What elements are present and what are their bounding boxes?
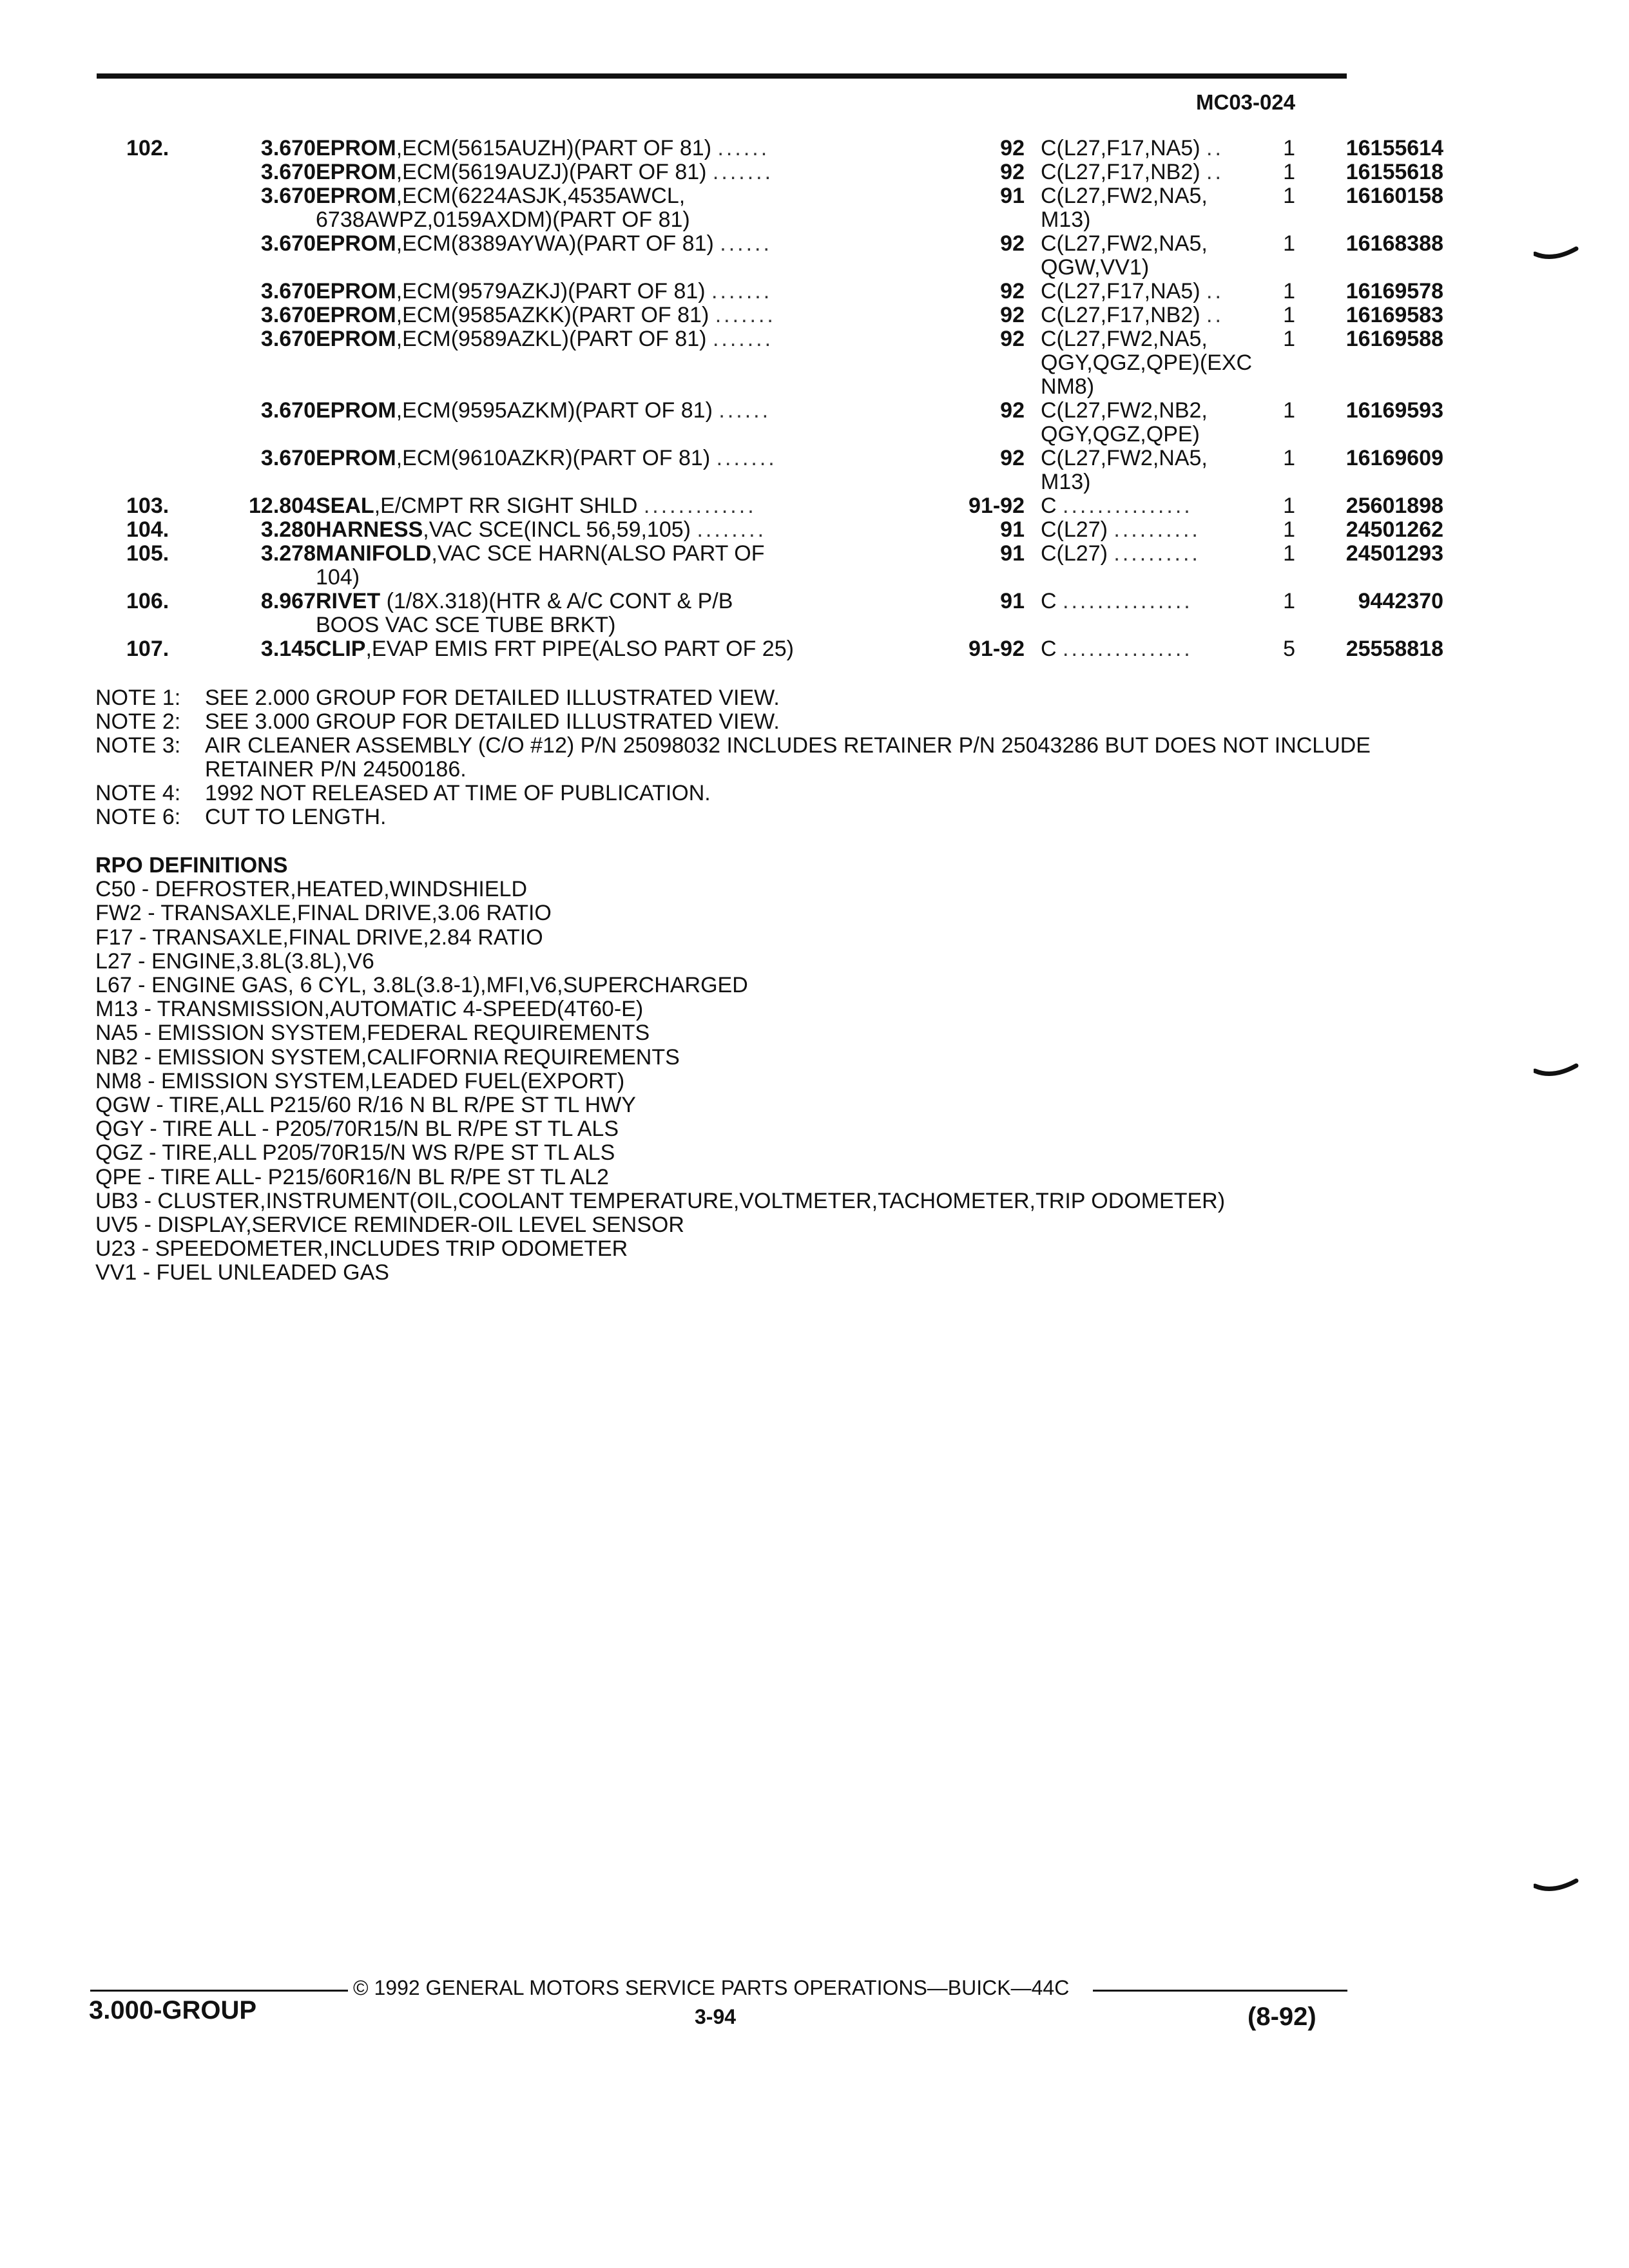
- part-number: 9442370: [1358, 589, 1443, 613]
- part-number: 25558818: [1345, 637, 1443, 661]
- rpo-list: [95, 878, 1416, 1285]
- part-number: 24501262: [1345, 517, 1443, 542]
- footer-rule-right: [1093, 1990, 1347, 1992]
- quantity: 1: [1283, 327, 1295, 351]
- usage-line: C(L27,F17,NB2): [1041, 160, 1200, 184]
- usage-leader-dots: ..: [1206, 160, 1224, 184]
- model-year: 92: [1000, 327, 1025, 351]
- footer-page-number: 3-94: [695, 2005, 737, 2028]
- usage-leader-dots: ..: [1206, 136, 1224, 160]
- group-number: 3.670: [260, 327, 316, 351]
- leader-dots: .......: [711, 279, 773, 303]
- part-description: [316, 184, 918, 232]
- note-label: NOTE 3:: [95, 733, 181, 758]
- usage-line: QGY,QGZ,QPE): [1041, 422, 1200, 447]
- notes-section: [95, 686, 1384, 829]
- quantity: 5: [1283, 637, 1295, 661]
- item-number: 107.: [126, 637, 169, 661]
- leader-dots: .......: [715, 303, 776, 327]
- group-number: 3.670: [260, 303, 316, 327]
- part-number: 24501293: [1345, 541, 1443, 566]
- part-description: [316, 494, 918, 518]
- rpo-definition: QPE - TIRE ALL- P215/60R16/N BL R/PE ST TL AL2: [95, 1164, 609, 1189]
- part-description: [316, 542, 918, 590]
- part-description: [316, 590, 918, 637]
- binder-mark-bottom: [1534, 1872, 1579, 1898]
- description-line: ,ECM(8389AYWA)(PART OF 81): [396, 231, 714, 256]
- rpo-definition: UB3 - CLUSTER,INSTRUMENT(OIL,COOLANT TEMPERATURE,VOLTMETER,TACHOMETER,TRIP ODOMETER): [95, 1188, 1226, 1213]
- part-description: [316, 327, 918, 351]
- usage-line: QGW,VV1): [1041, 255, 1150, 280]
- item-number: 105.: [126, 541, 169, 566]
- note: [95, 686, 1384, 710]
- note-label: NOTE 6:: [95, 805, 181, 829]
- model-year: 92: [1000, 303, 1025, 327]
- usage-line: C(L27,FW2,NA5,: [1041, 446, 1208, 470]
- usage-line: C(L27,FW2,NA5,: [1041, 184, 1208, 208]
- group-number: 3.670: [260, 446, 316, 470]
- model-year: 92: [1000, 136, 1025, 160]
- description-line: ,ECM(9595AZKM)(PART OF 81): [396, 398, 713, 423]
- leader-dots: .......: [716, 446, 777, 470]
- model-year: 92: [1000, 231, 1025, 256]
- model-year: 92: [1000, 279, 1025, 303]
- quantity: 1: [1283, 446, 1295, 470]
- part-name: EPROM: [316, 231, 396, 256]
- rpo-definition: NA5 - EMISSION SYSTEM,FEDERAL REQUIREMENTS: [95, 1021, 650, 1046]
- group-number: 3.278: [260, 541, 316, 566]
- usage-leader-dots: ..: [1206, 279, 1224, 303]
- rpo-definition: UV5 - DISPLAY,SERVICE REMINDER-OIL LEVEL SENSOR: [95, 1213, 684, 1238]
- binder-mark-middle: [1534, 1057, 1579, 1082]
- rpo-definition: VV1 - FUEL UNLEADED GAS: [95, 1260, 389, 1285]
- group-number: 3.670: [260, 279, 316, 303]
- quantity: 1: [1283, 136, 1295, 160]
- usage-line: C(L27,FW2,NB2,: [1041, 398, 1208, 423]
- rpo-title: RPO DEFINITIONS: [95, 853, 288, 878]
- usage-leader-dots: ...............: [1063, 637, 1193, 661]
- rpo-definition: F17 - TRANSAXLE,FINAL DRIVE,2.84 RATIO: [95, 925, 543, 950]
- leader-dots: .......: [712, 327, 774, 351]
- usage-line: M13): [1041, 470, 1091, 494]
- part-number: 16169588: [1345, 327, 1443, 351]
- note: [95, 710, 1384, 734]
- model-year: 92: [1000, 446, 1025, 470]
- part-name: HARNESS: [316, 517, 423, 542]
- model-year: 91-92: [969, 494, 1025, 518]
- usage-line: C(L27): [1041, 541, 1108, 566]
- group-number: 8.967: [260, 589, 316, 613]
- usage-line: NM8): [1041, 374, 1095, 399]
- description-line: ,VAC SCE(INCL 56,59,105): [423, 517, 691, 542]
- model-year: 92: [1000, 160, 1025, 184]
- usage-line: C(L27,FW2,NA5,: [1041, 231, 1208, 256]
- usage-line: C: [1041, 637, 1057, 661]
- group-number: 3.145: [260, 637, 316, 661]
- description-line: BOOS VAC SCE TUBE BRKT): [316, 613, 616, 637]
- item-number: 102.: [126, 136, 169, 160]
- note-text: AIR CLEANER ASSEMBLY (C/O #12) P/N 25098032 INCLUDES RETAINER P/N 25043286 BUT DOES NOT INCLUDE RETAINER P/N 24500186.: [205, 733, 1371, 782]
- part-number: 16160158: [1345, 184, 1443, 208]
- part-number: 16155618: [1345, 160, 1443, 184]
- rpo-definition: NM8 - EMISSION SYSTEM,LEADED FUEL(EXPORT): [95, 1068, 625, 1093]
- leader-dots: .............: [643, 494, 757, 518]
- group-number: 3.670: [260, 136, 316, 160]
- quantity: 1: [1283, 398, 1295, 423]
- part-description: [316, 399, 918, 423]
- part-number: 16155614: [1345, 136, 1443, 160]
- description-line: ,ECM(9585AZKK)(PART OF 81): [396, 303, 709, 327]
- rpo-definition: NB2 - EMISSION SYSTEM,CALIFORNIA REQUIREMENTS: [95, 1044, 680, 1070]
- description-line: ,ECM(6224ASJK,4535AWCL,: [396, 184, 686, 208]
- rpo-definition: QGZ - TIRE,ALL P205/70R15/N WS R/PE ST TL ALS: [95, 1140, 615, 1166]
- description-line: ,ECM(9579AZKJ)(PART OF 81): [396, 279, 706, 303]
- note-text: CUT TO LENGTH.: [205, 805, 387, 829]
- note-label: NOTE 1:: [95, 686, 181, 710]
- rpo-definition: QGY - TIRE ALL - P205/70R15/N BL R/PE ST TL ALS: [95, 1117, 619, 1142]
- rpo-definition: QGW - TIRE,ALL P215/60 R/16 N BL R/PE ST TL HWY: [95, 1093, 636, 1118]
- part-description: [316, 232, 918, 256]
- quantity: 1: [1283, 517, 1295, 542]
- part-name: EPROM: [316, 446, 396, 470]
- part-name: EPROM: [316, 327, 396, 351]
- quantity: 1: [1283, 494, 1295, 518]
- footer-rule-left: [90, 1990, 348, 1992]
- part-description: [316, 137, 918, 160]
- description-line: ,E/CMPT RR SIGHT SHLD: [374, 494, 638, 518]
- note-text: SEE 3.000 GROUP FOR DETAILED ILLUSTRATED VIEW.: [205, 709, 780, 734]
- description-line: ,ECM(5619AUZJ)(PART OF 81): [396, 160, 707, 184]
- usage-line: QGY,QGZ,QPE)(EXC: [1041, 351, 1253, 375]
- part-number: 16168388: [1345, 231, 1443, 256]
- part-description: [316, 447, 918, 470]
- note-text: 1992 NOT RELEASED AT TIME OF PUBLICATION.: [205, 781, 711, 805]
- description-line: ,ECM(9589AZKL)(PART OF 81): [396, 327, 707, 351]
- part-name: EPROM: [316, 398, 396, 423]
- note: [95, 734, 1384, 782]
- top-rule: [97, 73, 1347, 79]
- rpo-definition: L27 - ENGINE,3.8L(3.8L),V6: [95, 948, 374, 974]
- part-name: MANIFOLD: [316, 541, 432, 566]
- note-label: NOTE 2:: [95, 709, 181, 734]
- usage-leader-dots: ...............: [1063, 494, 1193, 518]
- part-name: EPROM: [316, 279, 396, 303]
- leader-dots: ........: [697, 517, 767, 542]
- group-number: 3.280: [260, 517, 316, 542]
- part-name: RIVET: [316, 589, 381, 613]
- part-description: [316, 280, 918, 303]
- usage-leader-dots: ..........: [1113, 541, 1200, 566]
- quantity: 1: [1283, 231, 1295, 256]
- usage-leader-dots: ...............: [1063, 589, 1193, 613]
- quantity: 1: [1283, 589, 1295, 613]
- leader-dots: .......: [712, 160, 774, 184]
- part-description: [316, 303, 918, 327]
- part-number: 16169578: [1345, 279, 1443, 303]
- rpo-definition: C50 - DEFROSTER,HEATED,WINDSHIELD: [95, 877, 528, 902]
- description-line: ,VAC SCE HARN(ALSO PART OF: [431, 541, 765, 566]
- note-label: NOTE 4:: [95, 781, 181, 805]
- model-year: 92: [1000, 398, 1025, 423]
- description-line: ,EVAP EMIS FRT PIPE(ALSO PART OF 25): [365, 637, 794, 661]
- description-line: 104): [316, 565, 360, 590]
- description-line: ,ECM(5615AUZH)(PART OF 81): [396, 136, 712, 160]
- group-number: 3.670: [260, 160, 316, 184]
- model-year: 91: [1000, 589, 1025, 613]
- description-line: ,ECM(9610AZKR)(PART OF 81): [396, 446, 711, 470]
- page-code: MC03-024: [1196, 90, 1296, 114]
- rpo-definitions: [95, 854, 1416, 1285]
- binder-mark-top: [1534, 240, 1579, 265]
- usage-line: C(L27): [1041, 517, 1108, 542]
- model-year: 91-92: [969, 637, 1025, 661]
- part-name: EPROM: [316, 303, 396, 327]
- note: [95, 805, 1384, 829]
- item-number: 106.: [126, 589, 169, 613]
- description-line: 6738AWPZ,0159AXDM)(PART OF 81): [316, 207, 690, 232]
- quantity: 1: [1283, 279, 1295, 303]
- part-name: EPROM: [316, 184, 396, 208]
- part-name: EPROM: [316, 136, 396, 160]
- description-line: (1/8X.318)(HTR & A/C CONT & P/B: [380, 589, 733, 613]
- group-number: 3.670: [260, 398, 316, 423]
- part-name: EPROM: [316, 160, 396, 184]
- model-year: 91: [1000, 541, 1025, 566]
- quantity: 1: [1283, 303, 1295, 327]
- quantity: 1: [1283, 541, 1295, 566]
- usage-line: C(L27,F17,NB2): [1041, 303, 1200, 327]
- rpo-definition: M13 - TRANSMISSION,AUTOMATIC 4-SPEED(4T60-E): [95, 997, 644, 1022]
- model-year: 91: [1000, 517, 1025, 542]
- usage-line: C: [1041, 589, 1057, 613]
- part-description: [316, 637, 918, 661]
- leader-dots: ......: [720, 231, 772, 256]
- usage-line: M13): [1041, 207, 1091, 232]
- item-number: 103.: [126, 494, 169, 518]
- footer-group: 3.000-GROUP: [89, 1996, 257, 2024]
- group-number: 12.804: [249, 494, 316, 518]
- quantity: 1: [1283, 160, 1295, 184]
- footer-copyright: © 1992 GENERAL MOTORS SERVICE PARTS OPERATIONS—BUICK—44C: [353, 1976, 1070, 1999]
- usage-leader-dots: ..........: [1113, 517, 1200, 542]
- part-description: [316, 160, 918, 184]
- group-number: 3.670: [260, 184, 316, 208]
- usage-line: C(L27,F17,NA5): [1041, 136, 1200, 160]
- part-name: SEAL: [316, 494, 374, 518]
- note: [95, 782, 1384, 805]
- leader-dots: ......: [718, 398, 771, 423]
- part-name: CLIP: [316, 637, 366, 661]
- rpo-definition: U23 - SPEEDOMETER,INCLUDES TRIP ODOMETER: [95, 1236, 628, 1262]
- note-text: SEE 2.000 GROUP FOR DETAILED ILLUSTRATED VIEW.: [205, 686, 780, 710]
- usage-line: C: [1041, 494, 1057, 518]
- item-number: 104.: [126, 517, 169, 542]
- usage-line: C(L27,FW2,NA5,: [1041, 327, 1208, 351]
- footer-date: (8-92): [1248, 2003, 1316, 2031]
- part-description: [316, 518, 918, 542]
- part-number: 16169609: [1345, 446, 1443, 470]
- part-number: 16169593: [1345, 398, 1443, 423]
- group-number: 3.670: [260, 231, 316, 256]
- part-number: 16169583: [1345, 303, 1443, 327]
- part-number: 25601898: [1345, 494, 1443, 518]
- rpo-definition: L67 - ENGINE GAS, 6 CYL, 3.8L(3.8-1),MFI,V6,SUPERCHARGED: [95, 973, 748, 998]
- quantity: 1: [1283, 184, 1295, 208]
- model-year: 91: [1000, 184, 1025, 208]
- leader-dots: ......: [717, 136, 770, 160]
- rpo-definition: FW2 - TRANSAXLE,FINAL DRIVE,3.06 RATIO: [95, 901, 552, 926]
- usage-line: C(L27,F17,NA5): [1041, 279, 1200, 303]
- usage-leader-dots: ..: [1206, 303, 1224, 327]
